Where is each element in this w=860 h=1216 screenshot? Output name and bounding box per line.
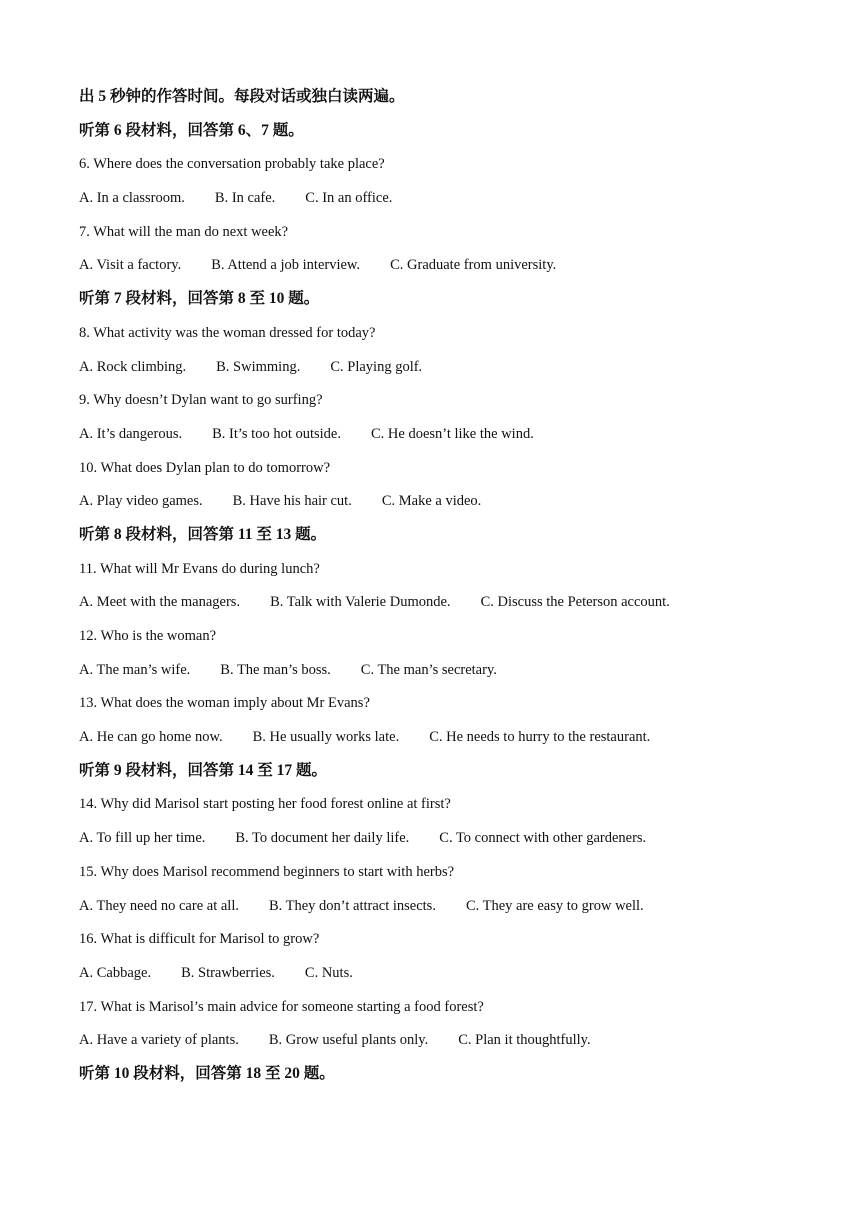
answer-option: C. They are easy to grow well. — [465, 897, 644, 914]
answer-options — [79, 252, 820, 286]
answer-option: B. Attend a job interview. — [211, 257, 361, 274]
answer-option: A. Cabbage. — [79, 964, 152, 981]
answer-option: A. Meet with the managers. — [79, 594, 241, 611]
answer-options — [79, 724, 820, 758]
answer-option: C. He needs to hurry to the restaurant. — [429, 729, 651, 746]
answer-option: A. Rock climbing. — [79, 358, 187, 375]
answer-options — [79, 185, 820, 219]
answer-option: B. In cafe. — [214, 190, 276, 207]
answer-option: A. They need no care at all. — [79, 897, 239, 914]
answer-option: C. Graduate from university. — [390, 257, 557, 274]
answer-option: B. It’s too hot outside. — [212, 425, 341, 442]
answer-option: B. Have his hair cut. — [232, 493, 352, 510]
answer-option: C. The man’s secretary. — [360, 661, 497, 678]
answer-option: B. Grow useful plants only. — [268, 1032, 429, 1049]
question-text: 11. What will Mr Evans do during lunch? — [79, 560, 320, 577]
section-heading: 听第 9 段材料，回答第 14 至 17 题。 — [79, 761, 328, 779]
answer-options — [79, 488, 820, 522]
answer-option: B. Strawberries. — [181, 964, 275, 981]
question-text: 6. Where does the conversation probably take place? — [79, 156, 385, 173]
answer-options — [79, 421, 820, 455]
question-text: 8. What activity was the woman dressed for today? — [79, 324, 376, 341]
answer-option: A. He can go home now. — [79, 729, 223, 746]
answer-option: A. To fill up her time. — [79, 830, 206, 847]
listening-section — [79, 84, 820, 1095]
answer-options — [79, 960, 820, 994]
answer-option: C. To connect with other gardeners. — [439, 830, 647, 847]
answer-option: B. He usually works late. — [252, 729, 400, 746]
answer-option: B. To document her daily life. — [235, 830, 410, 847]
section-heading: 出 5 秒钟的作答时间。每段对话或独白读两遍。 — [79, 88, 405, 105]
answer-options — [79, 589, 820, 623]
answer-option: C. Plan it thoughtfully. — [458, 1032, 591, 1049]
answer-option: B. They don’t attract insects. — [268, 897, 436, 914]
answer-option: A. In a classroom. — [79, 190, 185, 207]
answer-options — [79, 1027, 820, 1061]
question-text: 9. Why doesn’t Dylan want to go surfing? — [79, 392, 323, 409]
question-text: 12. Who is the woman? — [79, 628, 217, 644]
answer-option: A. It’s dangerous. — [79, 425, 183, 442]
section-heading: 听第 7 段材料，回答第 8 至 10 题。 — [79, 290, 320, 308]
answer-option: B. The man’s boss. — [220, 661, 331, 678]
question-text: 14. Why did Marisol start posting her food forest online at first? — [79, 796, 451, 813]
answer-option: A. The man’s wife. — [79, 661, 191, 678]
answer-options — [79, 354, 820, 388]
question-text: 16. What is difficult for Marisol to grow? — [79, 931, 320, 948]
answer-option: A. Play video games. — [79, 493, 203, 510]
section-heading: 听第 10 段材料，回答第 18 至 20 题。 — [79, 1064, 335, 1082]
answer-option: C. Nuts. — [304, 964, 353, 981]
answer-option: B. Swimming. — [216, 358, 301, 375]
question-text: 13. What does the woman imply about Mr Evans? — [79, 695, 370, 712]
question-text: 10. What does Dylan plan to do tomorrow? — [79, 459, 331, 476]
answer-option: C. Discuss the Peterson account. — [480, 594, 670, 611]
section-heading: 听第 6 段材料，回答第 6、7 题。 — [79, 121, 304, 139]
answer-options — [79, 893, 820, 927]
question-text: 17. What is Marisol’s main advice for someone starting a food forest? — [79, 998, 484, 1015]
answer-option: A. Have a variety of plants. — [79, 1032, 239, 1049]
answer-option: C. He doesn’t like the wind. — [371, 425, 534, 442]
answer-option: C. In an office. — [305, 190, 393, 207]
question-text: 7. What will the man do next week? — [79, 223, 289, 240]
answer-options — [79, 657, 820, 691]
answer-option: C. Playing golf. — [330, 358, 423, 375]
section-heading: 听第 8 段材料，回答第 11 至 13 题。 — [79, 525, 327, 543]
answer-option: A. Visit a factory. — [79, 257, 182, 274]
answer-option: C. Make a video. — [381, 493, 482, 510]
answer-option: B. Talk with Valerie Dumonde. — [270, 594, 451, 611]
answer-options — [79, 825, 820, 859]
question-text: 15. Why does Marisol recommend beginners to start with herbs? — [79, 863, 455, 880]
